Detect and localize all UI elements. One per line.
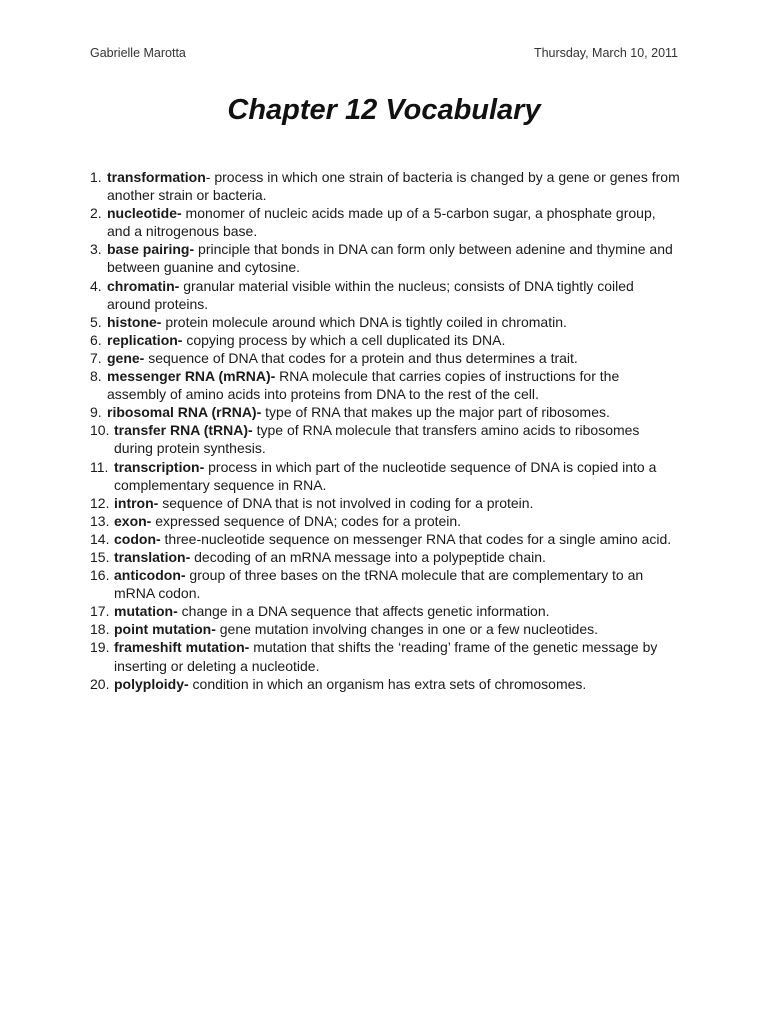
vocab-term: intron-	[114, 494, 159, 511]
vocab-term: chromatin-	[107, 277, 180, 294]
vocab-term: messenger RNA (mRNA)-	[107, 368, 276, 385]
vocab-item	[90, 548, 680, 566]
vocab-definition: granular material visible within the nucleus; consists of DNA tightly coiled around proteins.	[107, 277, 634, 312]
vocab-item	[90, 277, 680, 313]
vocab-number: 6.	[90, 331, 102, 348]
document-date: Thursday, March 10, 2011	[533, 46, 678, 60]
vocab-item	[90, 403, 680, 421]
vocab-item	[90, 530, 680, 548]
page-title: Chapter 12 Vocabulary	[227, 94, 541, 126]
vocab-term: transcription-	[114, 458, 205, 475]
vocab-definition: expressed sequence of DNA; codes for a protein.	[151, 512, 462, 529]
page-header	[90, 46, 678, 60]
vocab-item	[90, 240, 680, 276]
vocab-term: exon-	[114, 512, 152, 529]
vocab-number: 4.	[90, 277, 102, 294]
vocab-definition: process in which part of the nucleotide sequence of DNA is copied into a complementary sequence in RNA.	[114, 458, 657, 493]
vocab-item	[90, 458, 680, 494]
vocab-number: 2.	[90, 205, 102, 222]
vocab-definition: change in a DNA sequence that affects genetic information.	[177, 603, 550, 620]
vocab-definition: process in which one strain of bacteria is changed by a gene or genes from another strain or bacteria.	[107, 169, 680, 204]
vocab-item	[90, 512, 680, 530]
vocabulary-list	[90, 168, 680, 693]
vocab-number: 1.	[90, 169, 102, 185]
vocab-definition: monomer of nucleic acids made up of a 5-carbon sugar, a phosphate group, and a nitrogenous base.	[107, 205, 656, 240]
vocab-definition: type of RNA molecule that transfers amino acids to ribosomes during protein synthesis.	[114, 422, 640, 457]
vocab-number: 17.	[90, 603, 110, 620]
vocab-item	[90, 494, 680, 512]
vocab-number: 13.	[90, 512, 110, 529]
vocab-term: transfer RNA (tRNA)-	[114, 422, 253, 439]
vocab-number: 18.	[90, 621, 110, 638]
vocab-item	[90, 421, 680, 457]
author-name: Gabrielle Marotta	[90, 46, 186, 60]
vocab-item	[90, 349, 680, 367]
vocab-term: replication-	[107, 331, 183, 348]
vocab-definition: sequence of DNA that is not involved in coding for a protein.	[158, 494, 534, 511]
vocab-number: 20.	[90, 675, 110, 692]
vocab-number: 5.	[90, 313, 102, 330]
vocab-number: 16.	[90, 567, 110, 584]
vocab-definition: condition in which an organism has extra sets of chromosomes.	[188, 675, 587, 692]
vocab-number: 19.	[90, 639, 110, 656]
vocab-number: 3.	[90, 241, 102, 258]
vocab-item	[90, 675, 680, 693]
vocab-definition: group of three bases on the tRNA molecule that are complementary to an mRNA codon.	[114, 567, 644, 602]
vocab-number: 15.	[90, 548, 110, 565]
vocab-number: 7.	[90, 349, 102, 366]
vocab-term: frameshift mutation-	[114, 639, 250, 656]
vocab-separator: -	[205, 169, 211, 185]
vocab-definition: protein molecule around which DNA is tightly coiled in chromatin.	[161, 313, 567, 330]
vocab-term: ribosomal RNA (rRNA)-	[107, 404, 262, 421]
vocab-number: 11.	[90, 458, 109, 475]
vocab-term: translation-	[114, 548, 191, 565]
vocab-term: transformation	[107, 169, 206, 185]
vocab-definition: copying process by which a cell duplicated its DNA.	[182, 331, 506, 348]
vocab-item	[90, 602, 680, 620]
vocab-item	[90, 168, 680, 204]
vocab-term: codon-	[114, 530, 161, 547]
vocab-number: 8.	[90, 368, 102, 385]
vocab-definition: mutation that shifts the ‘reading’ frame of the genetic message by inserting or deleting a nucleotide.	[114, 639, 658, 674]
vocab-term: gene-	[107, 349, 145, 366]
vocab-number: 12.	[90, 494, 110, 511]
vocab-item	[90, 566, 680, 602]
vocab-term: base pairing-	[107, 241, 195, 258]
vocab-definition: RNA molecule that carries copies of instructions for the assembly of amino acids into proteins from DNA to the rest of the cell.	[107, 368, 620, 403]
vocab-definition: gene mutation involving changes in one or a few nucleotides.	[215, 621, 599, 638]
vocab-item	[90, 638, 680, 674]
vocab-definition: type of RNA that makes up the major part of ribosomes.	[261, 404, 610, 421]
vocab-definition: decoding of an mRNA message into a polypeptide chain.	[190, 548, 546, 565]
vocab-term: point mutation-	[114, 621, 216, 638]
vocab-definition: sequence of DNA that codes for a protein and thus determines a trait.	[144, 349, 578, 366]
vocab-number: 14.	[90, 530, 110, 547]
vocab-number: 10.	[90, 422, 110, 439]
vocab-item	[90, 620, 680, 638]
vocab-term: polyploidy-	[114, 675, 189, 692]
vocab-definition: three-nucleotide sequence on messenger RNA that codes for a single amino acid.	[160, 530, 672, 547]
vocab-item	[90, 204, 680, 240]
vocab-item	[90, 367, 680, 403]
vocab-item	[90, 331, 680, 349]
vocab-number: 9.	[90, 404, 102, 421]
vocab-term: nucleotide-	[107, 205, 182, 222]
vocab-item	[90, 313, 680, 331]
vocab-term: mutation-	[114, 603, 178, 620]
vocab-definition: principle that bonds in DNA can form only between adenine and thymine and between guanine and cytosine.	[107, 241, 673, 276]
vocab-term: anticodon-	[114, 567, 186, 584]
vocab-term: histone-	[107, 313, 162, 330]
